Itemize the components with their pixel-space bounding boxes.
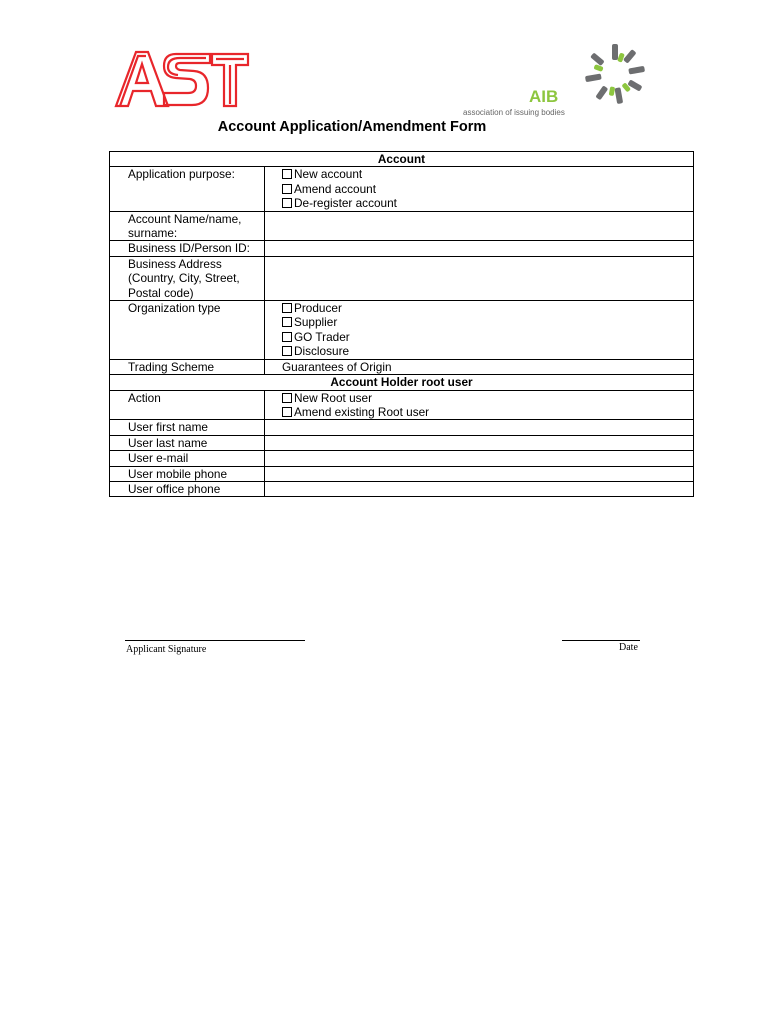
option-new-account[interactable]: New account xyxy=(282,167,693,181)
row-user-mobile-phone xyxy=(110,466,694,481)
field-user-first-name[interactable] xyxy=(265,420,694,435)
form-title: Account Application/Amendment Form xyxy=(217,119,487,135)
cell-organization-type xyxy=(265,301,694,360)
checkbox-icon[interactable] xyxy=(282,407,292,417)
section-header-root-user xyxy=(110,375,694,390)
option-producer[interactable]: Producer xyxy=(282,301,693,315)
value-trading-scheme: Guarantees of Origin xyxy=(265,359,694,374)
label-user-last-name: User last name xyxy=(110,435,265,450)
cell-application-purpose xyxy=(265,167,694,211)
field-user-last-name[interactable] xyxy=(265,435,694,450)
option-amend-account[interactable]: Amend account xyxy=(282,182,693,196)
row-account-name xyxy=(110,211,694,241)
label-trading-scheme: Trading Scheme xyxy=(110,359,265,374)
label-action: Action xyxy=(110,390,265,420)
aib-subtitle: association of issuing bodies xyxy=(463,108,565,117)
row-application-purpose xyxy=(110,167,694,211)
checkbox-icon[interactable] xyxy=(282,346,292,356)
label-user-first-name: User first name xyxy=(110,420,265,435)
label-account-name: Account Name/name, surname: xyxy=(110,211,265,241)
row-trading-scheme xyxy=(110,359,694,374)
row-user-email xyxy=(110,451,694,466)
date-label: Date xyxy=(619,642,638,653)
label-application-purpose: Application purpose: xyxy=(110,167,265,211)
option-new-root-user[interactable]: New Root user xyxy=(282,391,693,405)
label-user-email: User e-mail xyxy=(110,451,265,466)
field-account-name[interactable] xyxy=(265,211,694,241)
label-user-mobile-phone: User mobile phone xyxy=(110,466,265,481)
section-title-root-user: Account Holder root user xyxy=(110,375,694,390)
option-go-trader[interactable]: GO Trader xyxy=(282,330,693,344)
checkbox-icon[interactable] xyxy=(282,184,292,194)
aib-wordmark: AIB xyxy=(529,87,559,106)
row-action xyxy=(110,390,694,420)
label-business-address: Business Address (Country, City, Street, Postal code) xyxy=(110,256,265,300)
field-user-office-phone[interactable] xyxy=(265,481,694,496)
field-business-id[interactable] xyxy=(265,241,694,256)
ast-logo xyxy=(114,50,250,108)
option-amend-root-user[interactable]: Amend existing Root user xyxy=(282,405,693,419)
applicant-signature-label: Applicant Signature xyxy=(126,644,207,655)
field-user-email[interactable] xyxy=(265,451,694,466)
checkbox-icon[interactable] xyxy=(282,317,292,327)
row-organization-type xyxy=(110,301,694,360)
row-user-first-name xyxy=(110,420,694,435)
applicant-signature-line[interactable] xyxy=(125,630,305,641)
section-header-account xyxy=(110,152,694,167)
label-business-id: Business ID/Person ID: xyxy=(110,241,265,256)
row-user-last-name xyxy=(110,435,694,450)
field-business-address[interactable] xyxy=(265,256,694,300)
field-user-mobile-phone[interactable] xyxy=(265,466,694,481)
option-supplier[interactable]: Supplier xyxy=(282,315,693,329)
label-user-office-phone: User office phone xyxy=(110,481,265,496)
section-title-account: Account xyxy=(110,152,694,167)
date-line[interactable] xyxy=(562,630,640,641)
application-form-table xyxy=(109,151,694,497)
checkbox-icon[interactable] xyxy=(282,393,292,403)
row-business-address xyxy=(110,256,694,300)
checkbox-icon[interactable] xyxy=(282,198,292,208)
checkbox-icon[interactable] xyxy=(282,303,292,313)
option-deregister-account[interactable]: De-register account xyxy=(282,196,693,210)
checkbox-icon[interactable] xyxy=(282,169,292,179)
cell-action xyxy=(265,390,694,420)
option-disclosure[interactable]: Disclosure xyxy=(282,344,693,358)
row-business-id xyxy=(110,241,694,256)
checkbox-icon[interactable] xyxy=(282,332,292,342)
label-organization-type: Organization type xyxy=(110,301,265,360)
row-user-office-phone xyxy=(110,481,694,496)
